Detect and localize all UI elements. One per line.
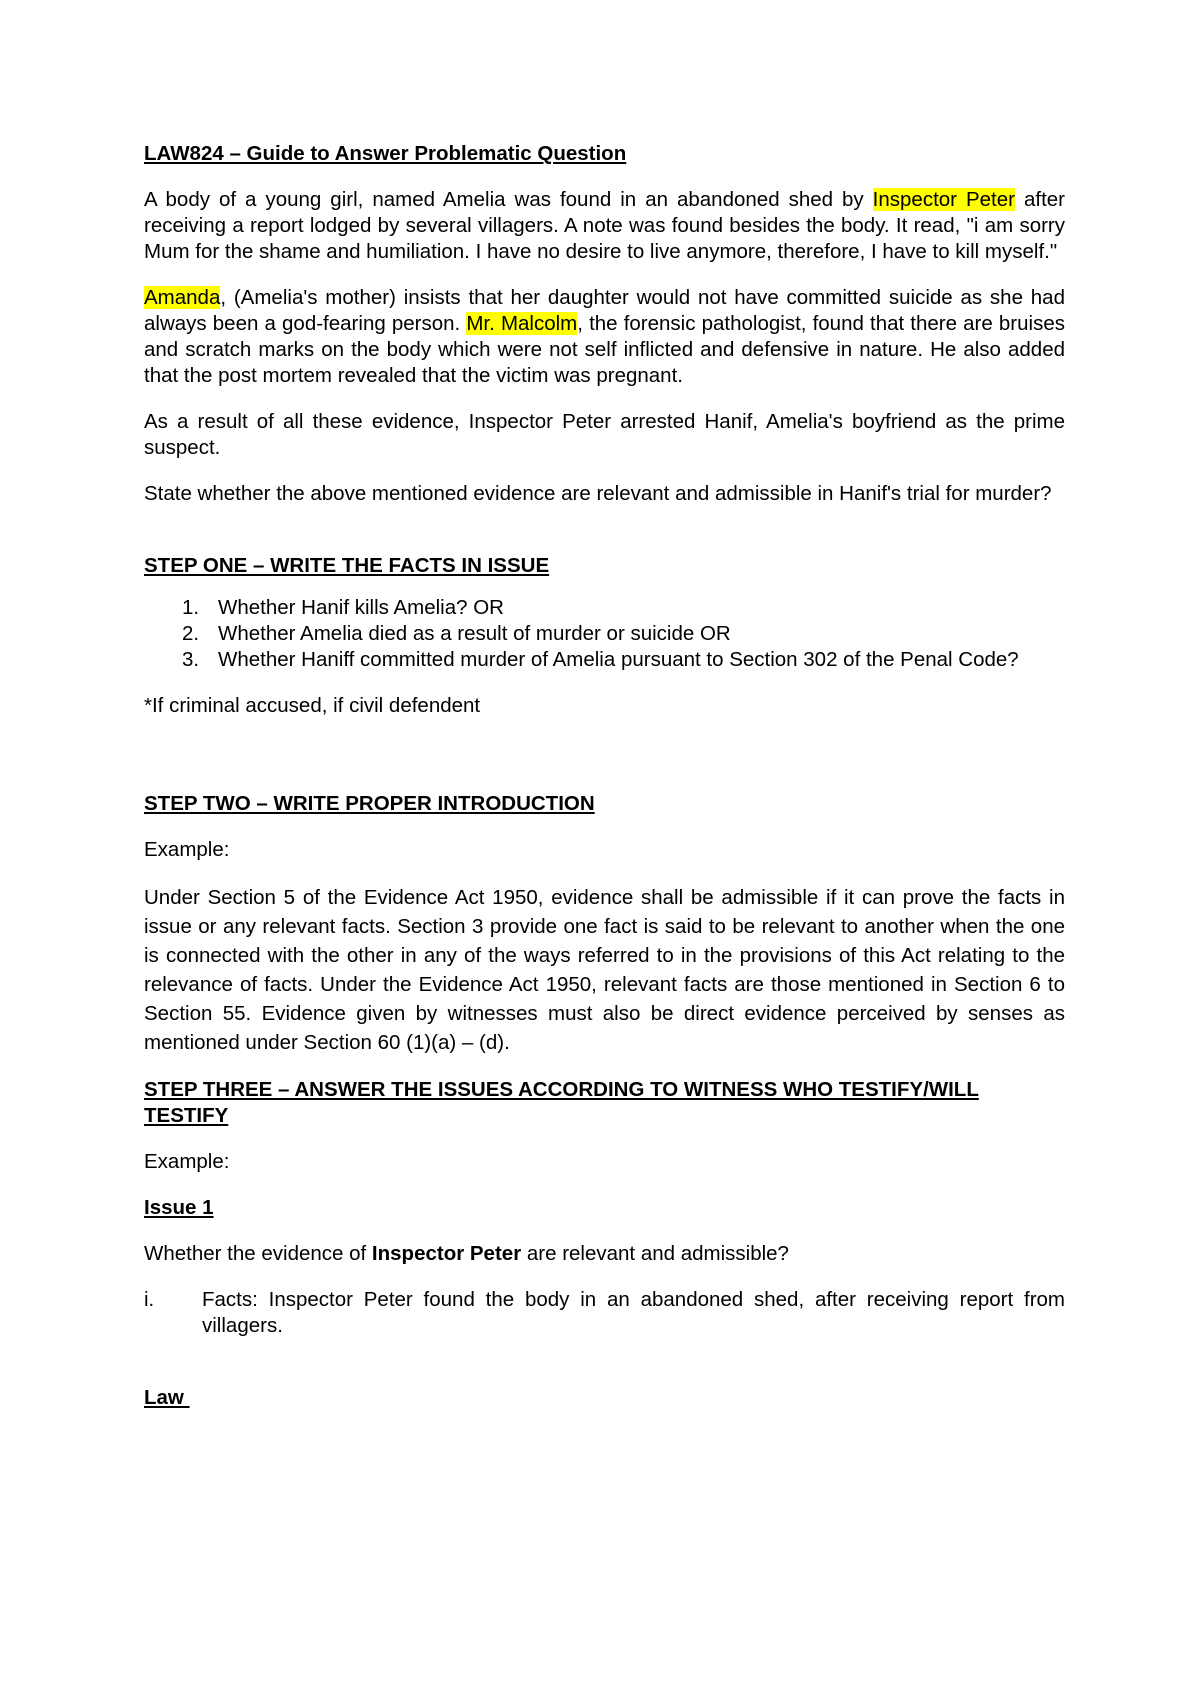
list-item: 2. Whether Amelia died as a result of murder or suicide OR bbox=[182, 622, 731, 645]
highlight-mr-malcolm: Mr. Malcolm bbox=[466, 312, 578, 335]
highlight-amanda: Amanda bbox=[144, 286, 221, 309]
document-title: LAW824 – Guide to Answer Problematic Question bbox=[144, 142, 627, 165]
facts-in-issue-list bbox=[144, 595, 1065, 673]
question-paragraph-2: Amanda, (Amelia's mother) insists that her daughter would not have committed suicide as she had always been a god-fearing person. Mr. Malcolm, the forensic pathologist, found that there are bruises and scratch marks on the body which were not self inflicted and defensive in nature. He also added that the post mortem revealed that the victim was pregnant. bbox=[144, 286, 1065, 387]
list-item: 1. Whether Hanif kills Amelia? OR bbox=[182, 596, 504, 619]
step-three-heading: STEP THREE – ANSWER THE ISSUES ACCORDING TO WITNESS WHO TESTIFY/WILL TESTIFY bbox=[144, 1078, 979, 1127]
question-paragraph-1: A body of a young girl, named Amelia was found in an abandoned shed by Inspector Peter after receiving a report lodged by several villagers. A note was found besides the body. It read, "i am sorry Mum for the shame and humiliation. I have no desire to live anymore, therefore, I have to kill myself." bbox=[144, 188, 1065, 263]
step-three-example-label: Example: bbox=[144, 1150, 230, 1173]
accused-defendant-note: *If criminal accused, if civil defendent bbox=[144, 694, 481, 717]
highlight-inspector-peter: Inspector Peter bbox=[872, 188, 1015, 211]
introduction-example-paragraph: Under Section 5 of the Evidence Act 1950, evidence shall be admissible if it can prove the facts in issue or any relevant facts. Section 3 provide one fact is said to be relevant to another when the one is connected with the other in any of the ways referred to in the provisions of this Act relating to the relevance of facts. Under the Evidence Act 1950, relevant facts are those mentioned in Section 6 to Section 55. Evidence given by witnesses must also be direct evidence perceived by senses as mentioned under Section 60 (1)(a) – (d). bbox=[144, 886, 1065, 1054]
step-two-example-label: Example: bbox=[144, 838, 230, 861]
question-paragraph-4: State whether the above mentioned evidence are relevant and admissible in Hanif's trial for murder? bbox=[144, 482, 1052, 505]
step-one-heading: STEP ONE – WRITE THE FACTS IN ISSUE bbox=[144, 554, 550, 577]
law-heading: Law bbox=[144, 1386, 190, 1409]
issue-1-facts: i. Facts: Inspector Peter found the body in an abandoned shed, after receiving report from villagers. bbox=[144, 1288, 1065, 1337]
question-paragraph-3: As a result of all these evidence, Inspector Peter arrested Hanif, Amelia's boyfriend as the prime suspect. bbox=[144, 410, 1065, 459]
issue-1-question: Whether the evidence of Inspector Peter are relevant and admissible? bbox=[144, 1242, 789, 1265]
list-item: 3. Whether Haniff committed murder of Amelia pursuant to Section 302 of the Penal Code? bbox=[182, 648, 1019, 671]
step-two-heading: STEP TWO – WRITE PROPER INTRODUCTION bbox=[144, 792, 595, 815]
issue-1-heading: Issue 1 bbox=[144, 1196, 214, 1219]
